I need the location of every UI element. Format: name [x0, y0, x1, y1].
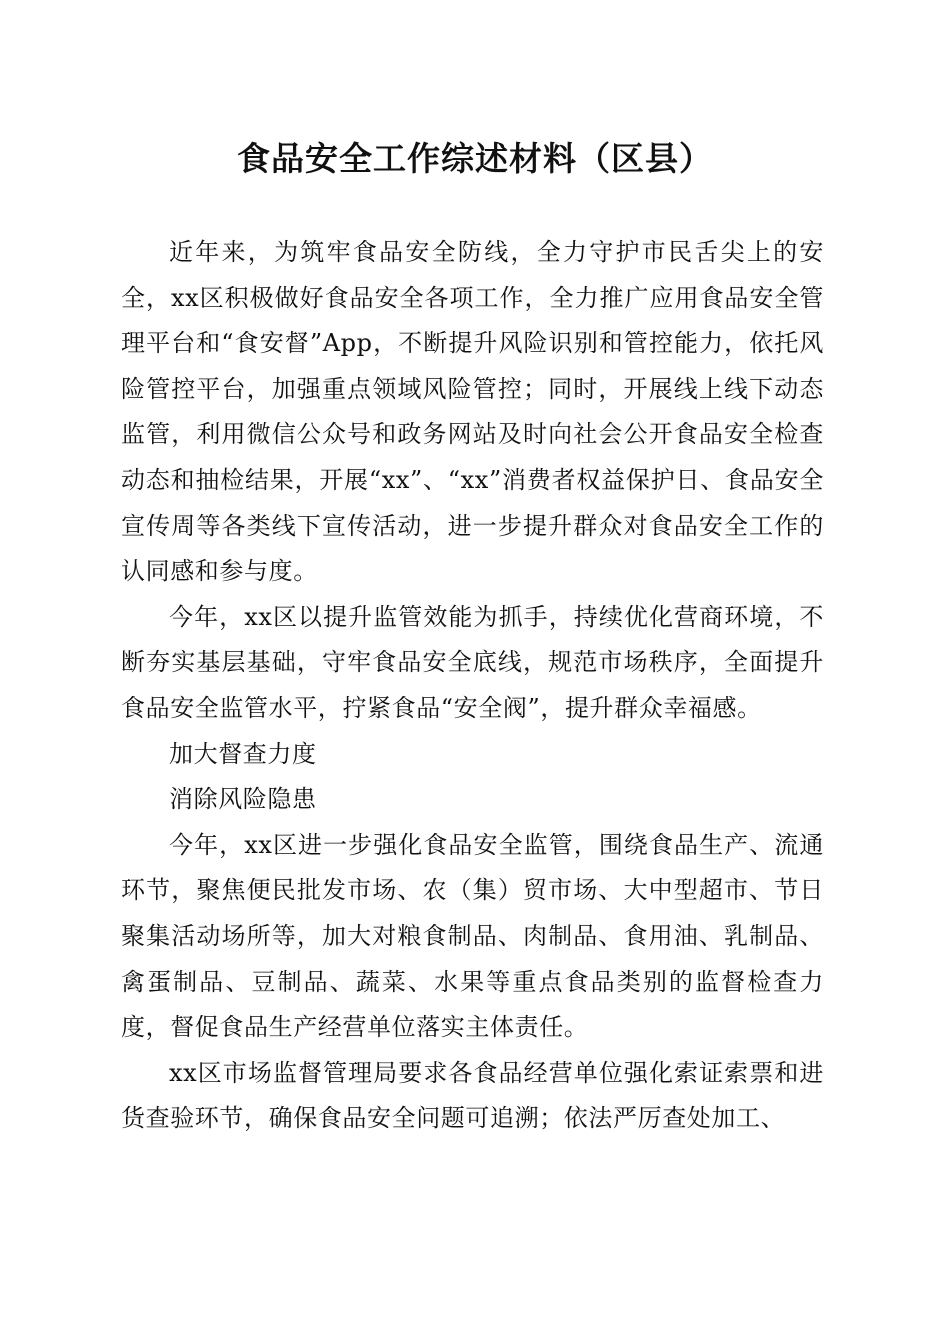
- document-body: [121, 230, 824, 1142]
- document-title: 食品安全工作综述材料（区县）: [237, 139, 713, 178]
- subheading-risk: 消除风险隐患: [169, 785, 317, 814]
- paragraph-supervision-detail: 今年，xx区进一步强化食品安全监管，围绕食品生产、流通环节，聚焦便民批发市场、农（集）贸市场、大中型超市、节日聚集活动场所等，加大对粮食制品、肉制品、食用油、乳制品、禽蛋制品、豆制品、蔬菜、水果等重点食品类别的监督检查力度，督促食品生产经营单位落实主体责任。: [121, 830, 824, 1042]
- paragraph-intro: 近年来，为筑牢食品安全防线，全力守护市民舌尖上的安全，xx区积极做好食品安全各项工作，全力推广应用食品安全管理平台和“食安督”App，不断提升风险识别和管控能力，依托风险管控平台，加强重点领域风险管控；同时，开展线上线下动态监管，利用微信公众号和政务网站及时向社会公开食品安全检查动态和抽检结果，开展“xx”、“xx”消费者权益保护日、食品安全宣传周等各类线下宣传活动，进一步提升群众对食品安全工作的认同感和参与度。: [121, 238, 824, 586]
- subheading-supervision: 加大督查力度: [169, 739, 317, 768]
- paragraph-this-year: 今年，xx区以提升监管效能为抓手，持续优化营商环境，不断夯实基层基础，守牢食品安全底线，规范市场秩序，全面提升食品安全监管水平，拧紧食品“安全阀”，提升群众幸福感。: [121, 602, 824, 722]
- paragraph-market-bureau: xx区市场监督管理局要求各食品经营单位强化索证索票和进货查验环节，确保食品安全问题可追溯；依法严厉查处加工、: [121, 1058, 824, 1133]
